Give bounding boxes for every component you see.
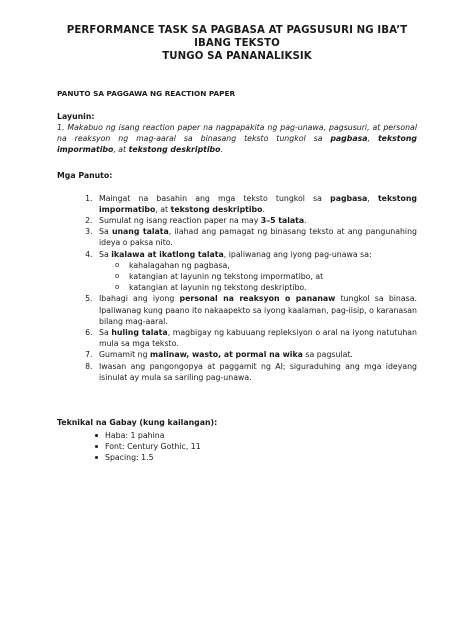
sub-item-text: katangian at layunin ng tekstong impormatibo, at [129, 272, 324, 282]
sub-list-item [115, 282, 417, 293]
layunin-bold-impormatibo: tekstong impormatibo [57, 134, 417, 155]
item-text: tungkol sa binasa. Ipaliwanag kung paano ito nakaapekto sa iyong kaalaman, pag-iisip, o karanasan bilang mag-aaral. [99, 294, 417, 326]
item-text: , [367, 193, 378, 203]
circle-bullet-icon: o [115, 272, 120, 281]
sub-list-item [115, 271, 417, 282]
sub-list-item [115, 260, 417, 271]
item-bold: huling talata [111, 328, 168, 338]
title-line-1: PERFORMANCE TASK SA PAGBASA AT PAGSUSURI NG IBA’T IBANG TEKSTO [66, 25, 408, 49]
sub-item-text: kahalagahan ng pagbasa, [129, 260, 230, 270]
layunin-bold-pagbasa: pagbasa [330, 134, 368, 144]
item-text: Ibahagi ang iyong [99, 294, 180, 304]
item-bold: malinaw, wasto, at pormal na wika [150, 350, 303, 360]
item-bold: ikalawa at ikatlong talata [111, 249, 224, 259]
item-text: Maingat na basahin ang mga teksto tungkol sa [99, 193, 331, 203]
item-bold: tekstong impormatibo [99, 193, 417, 214]
teknikal-item-text: Font: Century Gothic, 11 [105, 442, 201, 452]
item-text: , ilahad ang pamagat ng binasang teksto at ang pangunahing ideya o paksa nito. [99, 227, 417, 248]
item-text: Sa [99, 227, 112, 237]
layunin-sep: , [367, 134, 378, 144]
item-text: , at [155, 204, 171, 214]
panuto-item [95, 361, 417, 383]
teknikal-item-text: Spacing: 1.5 [105, 453, 154, 463]
teknikal-item-text: Haba: 1 pahina [105, 431, 165, 441]
teknikal-item [95, 452, 417, 463]
panuto-item [95, 215, 417, 226]
panuto-list [57, 193, 417, 383]
teknikal-item [95, 430, 417, 441]
teknikal-list [57, 430, 417, 464]
layunin-text-part: 1. Makabuo ng isang reaction paper na nagpapakita ng pag-unawa, pagsusuri, at personal na reaksyon ng mag-aaral sa binasang teksto tungkol sa [57, 123, 417, 144]
item-text: Iwasan ang pangongopya at paggamit ng AI; siguraduhing ang mga ideyang isinulat ay mula sa sariling pag-unawa. [99, 361, 417, 382]
item-bold: tekstong deskriptibo [170, 204, 263, 214]
item-text: . [262, 204, 265, 214]
item-text: Sa [99, 249, 112, 259]
title-line-2: TUNGO SA PANANALIKSIK [162, 51, 312, 62]
sub-list [99, 260, 417, 294]
teknikal-item [95, 441, 417, 452]
layunin-bold-deskriptibo: tekstong deskriptibo [128, 145, 221, 155]
panuto-item [95, 226, 417, 248]
item-bold: pagbasa [330, 193, 368, 203]
bullet-icon [95, 456, 98, 459]
panuto-item [95, 293, 417, 327]
item-text: , ipaliwanag ang iyong pag-unawa sa: [223, 249, 372, 259]
layunin-end: . [220, 145, 223, 155]
panuto-label: Mga Panuto: [57, 170, 113, 180]
panuto-item [95, 249, 417, 294]
panuto-item [95, 327, 417, 349]
sub-item-text: katangian at layunin ng tekstong deskriptibo. [129, 283, 307, 293]
bullet-icon [95, 434, 98, 437]
circle-bullet-icon: o [115, 260, 120, 269]
document-title [57, 24, 417, 63]
layunin-sep: , at [113, 145, 129, 155]
item-bold: 3–5 talata [260, 216, 305, 226]
circle-bullet-icon: o [115, 283, 120, 292]
teknikal-label: Teknikal na Gabay (kung kailangan): [57, 418, 218, 428]
panuto-item [95, 193, 417, 215]
layunin-label: Layunin: [57, 112, 95, 121]
panuto-item [95, 349, 417, 360]
item-bold: unang talata [111, 227, 169, 237]
item-text: sa pagsulat. [302, 350, 353, 360]
section-heading: PANUTO SA PAGGAWA NG REACTION PAPER [57, 89, 236, 98]
layunin-text [57, 122, 417, 156]
item-text: Sumulat ng isang reaction paper na may [99, 216, 261, 226]
item-bold: personal na reaksyon o pananaw [179, 294, 336, 304]
bullet-icon [95, 445, 98, 448]
item-text: Sa [99, 328, 112, 338]
item-text: . [304, 216, 307, 226]
item-text: Gumamit ng [99, 350, 151, 360]
item-text: , magbigay ng kabuuang repleksiyon o aral na iyong natutuhan mula sa mga teksto. [99, 328, 417, 349]
